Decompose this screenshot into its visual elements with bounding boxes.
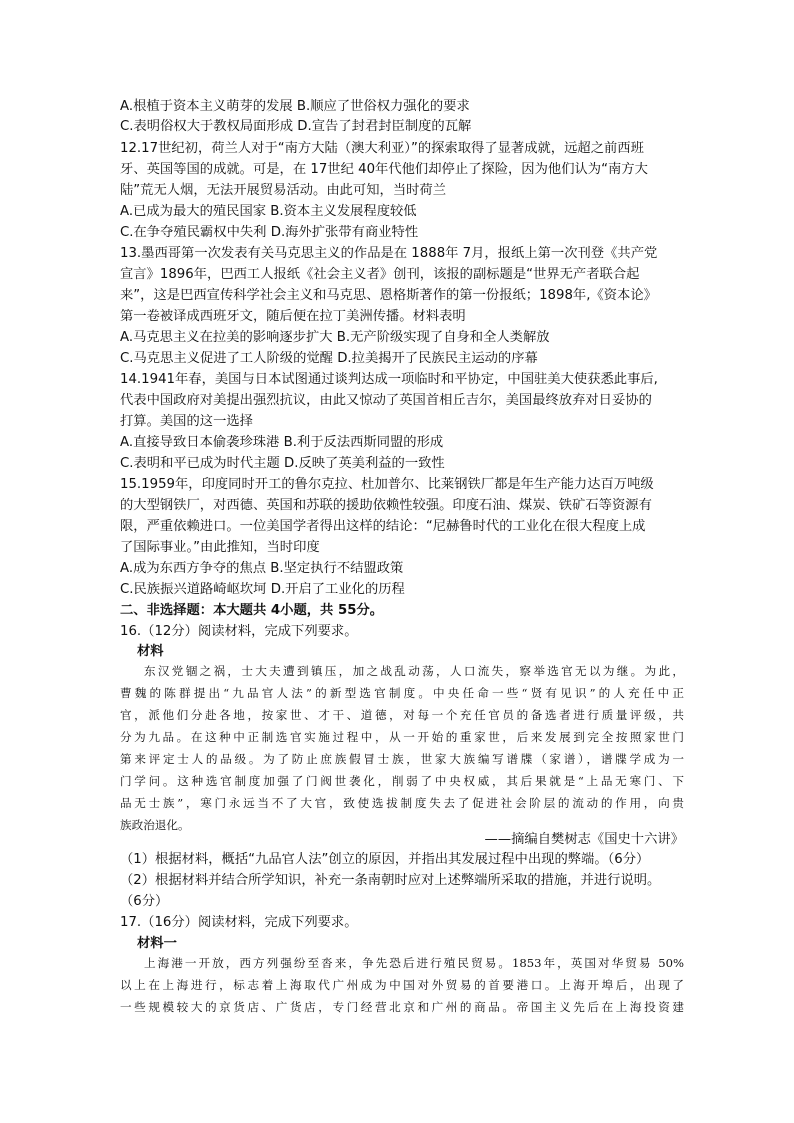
q16-passage-line-3: 官，派他们分赴各地，按家世、才干、道德，对每一个充任官员的备选者进行质量评级，共 (120, 708, 684, 722)
q11-options-cd: C.表明俗权大于教权局面形成 D.宣告了封君封臣制度的瓦解 (120, 119, 472, 134)
q13-options-ab: A.马克思主义在拉美的影响逐步扩大 B.无产阶级实现了自身和全人类解放 (120, 330, 550, 345)
q14-options-cd: C.表明和平已成为时代主题 D.反映了英美利益的一致性 (120, 456, 445, 471)
q12-stem-line-3: 陆”荒无人烟，无法开展贸易活动。由此可知，当时荷兰 (120, 183, 447, 198)
q16-passage-line-4: 分为九品。在这种中正制选官实施过程中，从一开始的重家世，后来发展到完全按照家世门 (120, 730, 684, 744)
q14-stem-line-1: 14.1941年春，美国与日本试图通过谈判达成一项临时和平协定，中国驻美大使获悉此事后, (120, 372, 658, 387)
q16-prompt: 16.（12分）阅读材料，完成下列要求。 (120, 624, 358, 639)
q17-passage-line-1: 上海港一开放，西方列强纷至沓来，争先恐后进行殖民贸易。1853年，英国对华贸易 50% (144, 956, 684, 970)
q12-stem-line-2: 牙、英国等国的成就。可是，在 17世纪 40年代他们却停止了探险，因为他们认为“南方大 (120, 162, 648, 177)
q17-passage-line-2: 以上在上海进行，标志着上海取代广州成为中国对外贸易的首要港口。上海开埠后，出现了 (120, 978, 684, 992)
q16-passage-line-5: 第来评定士人的品级。为了防止庶族假冒士族，世家大族编写谱牒（家谱），谱牒学成为一 (120, 752, 684, 766)
q13-stem-line-3: 来”，这是巴西宣传科学社会主义和马克思、恩格斯著作的第一份报纸；1898年,《资本论》 (120, 288, 657, 303)
q16-subquestion-1: （1）根据材料，概括“九品官人法”创立的原因，并指出其发展过程中出现的弊端。（6分） (120, 852, 650, 867)
q13-stem-line-2: 宣言》1896年，巴西工人报纸《社会主义者》创刊，该报的副标题是“世界无产者联合起 (120, 267, 640, 282)
q12-options-cd: C.在争夺殖民霸权中失利 D.海外扩张带有商业特性 (120, 225, 419, 240)
q12-stem-line-1: 12.17世纪初，荷兰人对于“南方大陆（澳大利亚）”的探索取得了显著成就，远超之前西班 (120, 141, 644, 156)
q16-passage-line-7: 品无士族”，寒门永远当不了大官，致使选拔制度失去了促进社会阶层的流动的作用，向贵 (120, 796, 684, 810)
q15-stem-line-2: 的大型钢铁厂，对西德、英国和苏联的援助依赖性较强。印度石油、煤炭、铁矿石等资源有 (120, 498, 652, 513)
section-heading: 二、非选择题：本大题共 4小题，共 55分。 (120, 603, 384, 618)
q15-options-cd: C.民族振兴道路崎岖坎坷 D.开启了工业化的历程 (120, 582, 405, 597)
q17-material-label: 材料一 (137, 936, 177, 951)
q13-stem-line-1: 13.墨西哥第一次发表有关马克思主义的作品是在 1888年 7月，报纸上第一次刊登《共产党 (120, 246, 658, 261)
q16-subquestion-2: （2）根据材料并结合所学知识，补充一条南朝时应对上述弊端所采取的措施，并进行说明。 (120, 873, 661, 888)
q16-subquestion-2-score: （6分） (120, 894, 169, 909)
q16-passage-line-2: 曹魏的陈群提出“九品官人法”的新型选官制度。中央任命一些“贤有见识”的人充任中正 (120, 686, 684, 700)
q13-stem-line-4: 第一卷被译成西班牙文，随后便在拉丁美洲传播。材料表明 (120, 309, 466, 324)
q17-passage-line-3: 一些规模较大的京货店、广货店，专门经营北京和广州的商品。帝国主义先后在上海投资建 (120, 1000, 684, 1014)
q13-options-cd: C.马克思主义促进了工人阶级的觉醒 D.拉美揭开了民族民主运动的序幕 (120, 351, 538, 366)
q14-stem-line-2: 代表中国政府对美提出强烈抗议，由此又惊动了英国首相丘吉尔，美国最终放弃对日妥协的 (120, 393, 652, 408)
q17-prompt: 17.（16分）阅读材料，完成下列要求。 (120, 915, 358, 930)
q16-source: ——摘编自樊树志《国史十六讲》 (484, 832, 684, 847)
q15-stem-line-3: 限，严重依赖进口。一位美国学者得出这样的结论：“尼赫鲁时代的工业化在很大程度上成 (120, 519, 646, 534)
q12-options-ab: A.已成为最大的殖民国家 B.资本主义发展程度较低 (120, 204, 417, 219)
q16-passage-line-8: 族政治退化。 (120, 818, 190, 832)
q15-stem-line-4: 了国际事业。”由此推知，当时印度 (120, 540, 320, 555)
q11-options-ab: A.根植于资本主义萌芽的发展 B.顺应了世俗权力强化的要求 (120, 99, 470, 114)
q14-options-ab: A.直接导致日本偷袭珍珠港 B.利于反法西斯同盟的形成 (120, 435, 444, 450)
q15-options-ab: A.成为东西方争夺的焦点 B.坚定执行不结盟政策 (120, 561, 404, 576)
q14-stem-line-3: 打算。美国的这一选择 (120, 414, 253, 429)
q16-passage-line-1: 东汉党锢之祸，士大夫遭到镇压，加之战乱动荡，人口流失，察举选官无以为继。为此， (144, 664, 684, 678)
q16-material-label: 材料 (137, 644, 164, 659)
q15-stem-line-1: 15.1959年，印度同时开工的鲁尔克拉、杜加普尔、比莱钢铁厂都是年生产能力达百万吨级 (120, 477, 654, 492)
q16-passage-line-6: 门学问。这种选官制度加强了门阀世袭化，削弱了中央权威，其后果就是“上品无寒门、下 (120, 774, 684, 788)
